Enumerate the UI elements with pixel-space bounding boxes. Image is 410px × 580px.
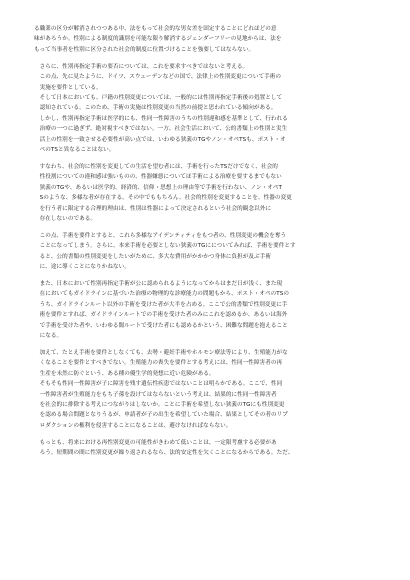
- paragraph: [34, 279, 376, 341]
- text-line: そもそも性同一性障害が子に障害を残す遺伝性疾患ではないことは明らかである。ここで、性同: [39, 381, 283, 388]
- text-line: 生産を未然に防ぐという、ある種の優生学的発想に近い危険がある。: [39, 370, 215, 377]
- text-line: 存在しないのである。: [39, 215, 97, 222]
- text-line: Sのような、多様な者が存在する。その中でももちろん、社会的性別を変更することを、性器の変更: [39, 195, 292, 202]
- text-line: ると、公的書類の性別変更をしたいがために、多大な費用がかかかつ身体に負担が及ぶ手術: [39, 253, 271, 260]
- paragraph: [34, 438, 376, 459]
- text-line: うち、ガイドラインルート以外の手術を受けた者が大半を占める。ここで公的書類で性別変更に手: [39, 301, 288, 308]
- text-line: 狭義のTGや、あるいは医学的、経済的、信仰・思想上の理由等で手術を行わない、ノン・オペT: [39, 184, 282, 191]
- text-line: 一性障害者が生殖能力をもち子孫を設けてはならないという考えは、結果的に性同一性障害者: [39, 391, 277, 398]
- text-line: そして日本においても、戸籍の性別変更については、一般的には性別再指定手術後の処置として: [39, 94, 283, 101]
- text-line: 味があろうか。性別による制度的識別を可能な限り解消するジェンダーフリーの見地からは、法を: [34, 36, 282, 43]
- text-line: を行う者に限定する合理的理由は、性別は性器によって決定されるという社会的観念以外に: [39, 205, 271, 212]
- text-line: 在においてもガイドラインに基づいた治療の物理的な診療能力の問題もから、ポスト・オペのTSの: [39, 291, 290, 298]
- text-line: 活上の性別を一致させる必要性が高い点では、いわゆる狭義のTGやノン・オペTSも、ポスト・オ: [39, 136, 286, 143]
- text-line: ことになってしまう。さらに、本来手術を必要としない狭義のTGにについてみれば、手術を要件とす: [39, 243, 296, 250]
- text-line: すなわち、社会的に性別を変更しての生活を望む者には、手術を行ったTSだけでなく、社会的: [39, 163, 278, 170]
- paragraph: [34, 62, 376, 156]
- text-line: 性役割についての違和感は強いものの、性器嫌悪についてほ手術による治療を要するまでもない: [39, 174, 282, 181]
- text-line: を認める場合問題となりうるが、申請者が子の出生を希望していた場合、結果としてその者のリプ: [39, 412, 288, 419]
- text-line: もって当事者を性別に区分された社会的制度に位置づけることを強要してはならない。: [34, 46, 255, 53]
- paragraph: [34, 348, 376, 431]
- text-line: ろう。短期間の間に性別変更が繰り返されるなら、法的安定性を欠くことになるからである。ただ、: [39, 450, 294, 457]
- text-line: に、途に導くことになりかねない。: [39, 264, 130, 271]
- paragraph: [34, 231, 376, 273]
- text-line: この点、手術を要件とすると、これら多様なアイデンティティをもつ者の、性別変更の機会を奪う: [39, 232, 287, 239]
- document-body: [34, 24, 376, 458]
- text-line: くなることを要件とすべきでない。生殖能力の喪失を要件とする考えには、性同一性障害者の再: [39, 360, 283, 367]
- text-line: 認知されている。このため、手術の実施は性別変更の当然の前提と思われている傾向がある。: [39, 105, 277, 112]
- text-line: 術を要件とすれば、ガイドラインルートでの手術を受けた者のみにこれを認めるか、あるいは海外: [39, 312, 288, 319]
- text-line: しかし、性別再指定手術は医学的にも、性同一性障害のうちの性別違和感を基準として、行われる: [39, 115, 288, 122]
- text-line: を社会的に排除する考えにつながりはしないか。ことに手術を希望しない狭義のTGにも性別変更: [39, 401, 285, 408]
- text-line: この点、先に見たように、ドイツ、スウェーデンなどの国で、法律上の性別変更について手術の: [39, 74, 282, 81]
- paragraph: [34, 162, 376, 224]
- text-line: さらに、性別再指定手術の要否については、これを要求すべきではないと考える。: [39, 63, 249, 70]
- paragraph: [34, 24, 376, 55]
- text-line: になる。: [39, 332, 63, 339]
- text-line: 加えて、たとえ手術を要件としなくても、去勢・避妊手術やホルモン療法等により、生殖能力がな: [39, 349, 288, 356]
- text-line: また、日本において性別再指定手術が公に認められるようになってからはまだ日が浅く、また現: [39, 280, 283, 287]
- text-line: もっとも、将来における再性別変更の可能性がきわめて低いことは、一定限考慮する必要があ: [39, 439, 277, 446]
- text-line: ロダクションの権利を侵害することになることは、避けなければならない。: [39, 422, 232, 429]
- text-line: 実施を要件としている。: [39, 84, 102, 91]
- text-line: 治療の一つに過ぎず、絶対視すべきではない。一方、社会生活において、公的書類上の性別と実生: [39, 126, 288, 133]
- text-line: ペのTSと異なることはない。: [39, 146, 115, 153]
- text-line: る職業の区分が解消されつつある中、法をもって社会的な男女差を固定することにどれほどの意: [34, 26, 277, 32]
- text-line: で手術を受けた者や、いわゆる闇ルートで受けた者にも認めるかという、困難な問題を抱えること: [39, 322, 288, 329]
